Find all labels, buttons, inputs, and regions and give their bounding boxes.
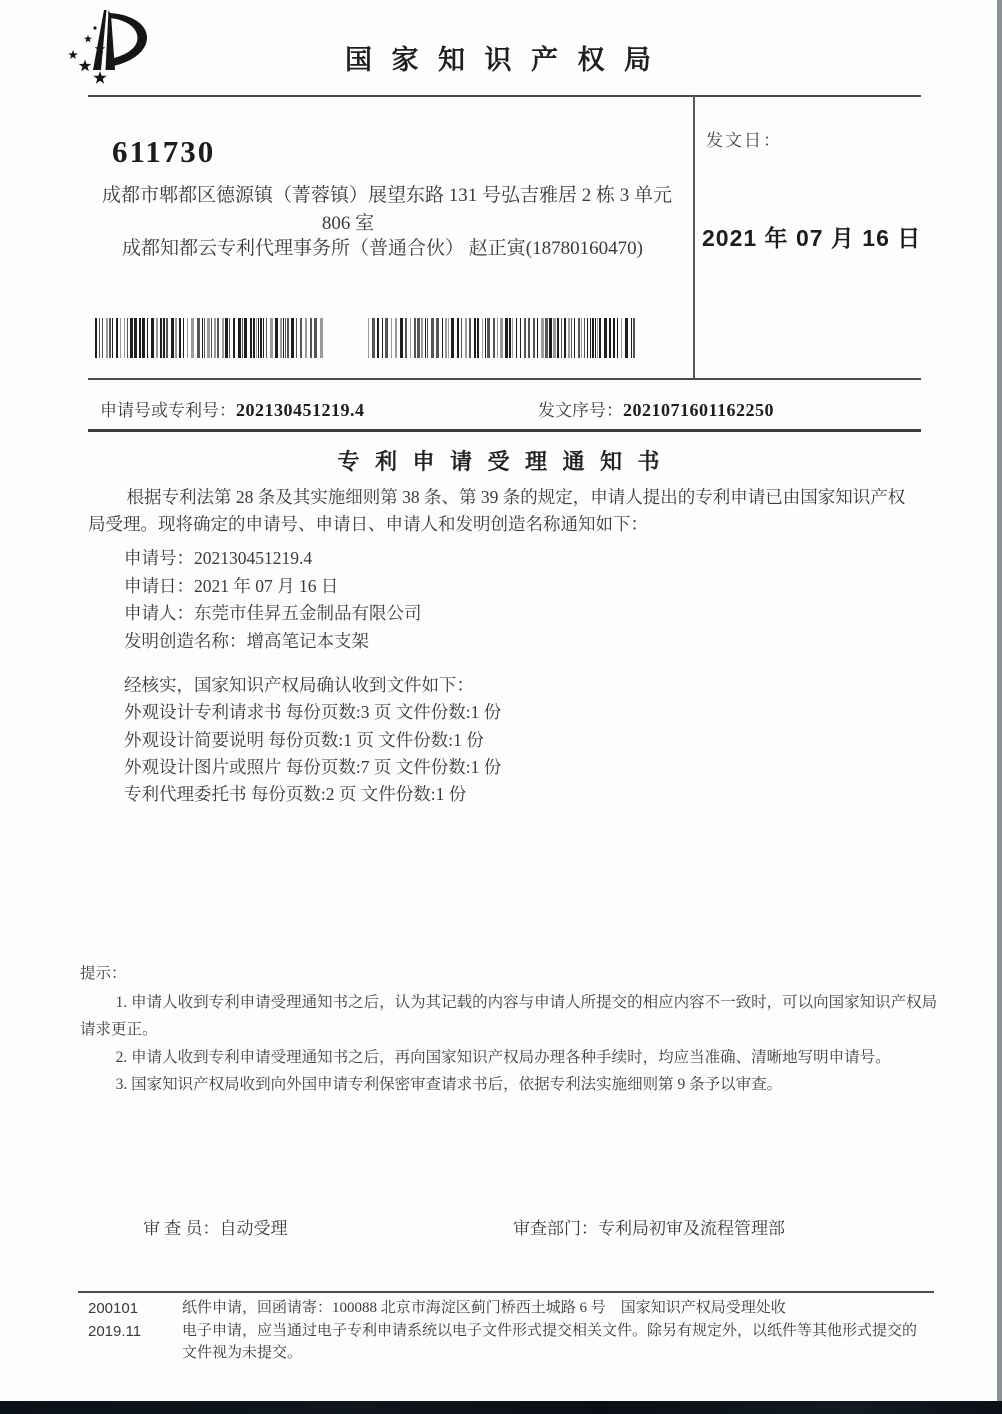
field-applicant: 申请人：东莞市佳昇五金制品有限公司 <box>124 603 422 623</box>
tips-section <box>80 960 940 1099</box>
serial-no-label: 发文序号： <box>538 401 623 420</box>
field-invention-name: 发明创造名称：增高笔记本支架 <box>124 630 369 651</box>
form-code-block <box>88 1297 141 1343</box>
recipient-agency-line: 成都知都云专利代理事务所（普通合伙） 赵正寅(18780160470) <box>122 238 643 259</box>
field-application-date: 申请日：2021 年 07 月 16 日 <box>124 575 339 596</box>
examining-department: 审查部门：专利局初审及流程管理部 <box>513 1219 785 1238</box>
agency-title: 国 家 知 识 产 权 局 <box>344 45 657 75</box>
footer-electronic-line: 电子申请，应当通过电子专利申请系统以电子文件形式提交相关文件。除另有规定外，以纸件等其他形式提交的文件视为未提交。 <box>182 1322 918 1361</box>
notice-title: 专 利 申 请 受 理 通 知 书 <box>337 449 665 474</box>
footer-instructions <box>182 1297 930 1365</box>
received-documents <box>124 672 501 808</box>
header-divider <box>88 95 921 97</box>
send-date-value: 2021 年 07 月 16 日 <box>702 225 922 251</box>
tip-item: 1. 申请人收到专利申请受理通知书之后，认为其记载的内容与申请人所提交的相应内容不一致时，可以向国家知识产权局请求更正。 <box>80 993 938 1038</box>
received-doc-item: 外观设计简要说明 每份页数:1 页 文件份数:1 份 <box>124 729 484 750</box>
examiner: 审 查 员：自动受理 <box>143 1219 288 1238</box>
tips-heading: 提示： <box>80 965 127 982</box>
received-intro: 经核实，国家知识产权局确认收到文件如下： <box>124 675 474 695</box>
meta-divider <box>88 429 921 432</box>
footer-divider <box>78 1291 934 1293</box>
scan-edge-bottom <box>0 1401 1002 1414</box>
scan-edge-right <box>997 0 1002 1414</box>
tip-item: 2. 申请人收到专利申请受理通知书之后，再向国家知识产权局办理各种手续时，均应当准确、清晰地写明申请号。 <box>115 1048 891 1066</box>
send-date-box-border <box>693 95 695 380</box>
recipient-divider <box>88 378 921 380</box>
received-doc-item: 专利代理委托书 每份页数:2 页 文件份数:1 份 <box>124 784 467 805</box>
application-no-value: 202130451219.4 <box>236 400 365 420</box>
tip-item: 3. 国家知识产权局收到向外国申请专利保密审查请求书后，依据专利法实施细则第 9 条予以审查。 <box>115 1076 783 1093</box>
barcode-serial <box>368 318 640 358</box>
received-doc-item: 外观设计图片或照片 每份页数:7 页 文件份数:1 份 <box>124 756 502 777</box>
meta-row <box>100 396 933 421</box>
notice-fields <box>124 545 422 655</box>
footer-paper-line: 纸件申请，回函请寄：100088 北京市海淀区蓟门桥西土城路 6 号 国家知识产权局受理处收 <box>182 1300 786 1316</box>
notice-intro-paragraph: 根据专利法第 28 条及其实施细则第 38 条、第 39 条的规定，申请人提出的专利申请已由国家知识产权局受理。现将确定的申请号、申请日、申请人和发明创造名称通知如下： <box>88 487 906 534</box>
field-application-no: 申请号：202130451219.4 <box>124 548 313 568</box>
send-date-label: 发文日： <box>706 131 782 150</box>
form-date: 2019.11 <box>88 1323 142 1340</box>
form-code: 200101 <box>88 1300 139 1317</box>
recipient-address-line1: 成都市郫都区德源镇（菁蓉镇）展望东路 131 号弘吉雅居 2 栋 3 单元 <box>102 185 673 206</box>
recipient-postcode: 611730 <box>112 134 216 169</box>
serial-no-value: 2021071601162250 <box>623 400 775 420</box>
barcode-application <box>95 318 327 358</box>
application-no-label: 申请号或专利号： <box>100 401 236 420</box>
received-doc-item: 外观设计专利请求书 每份页数:3 页 文件份数:1 份 <box>124 702 502 723</box>
recipient-address-line2: 806 室 <box>321 213 375 234</box>
